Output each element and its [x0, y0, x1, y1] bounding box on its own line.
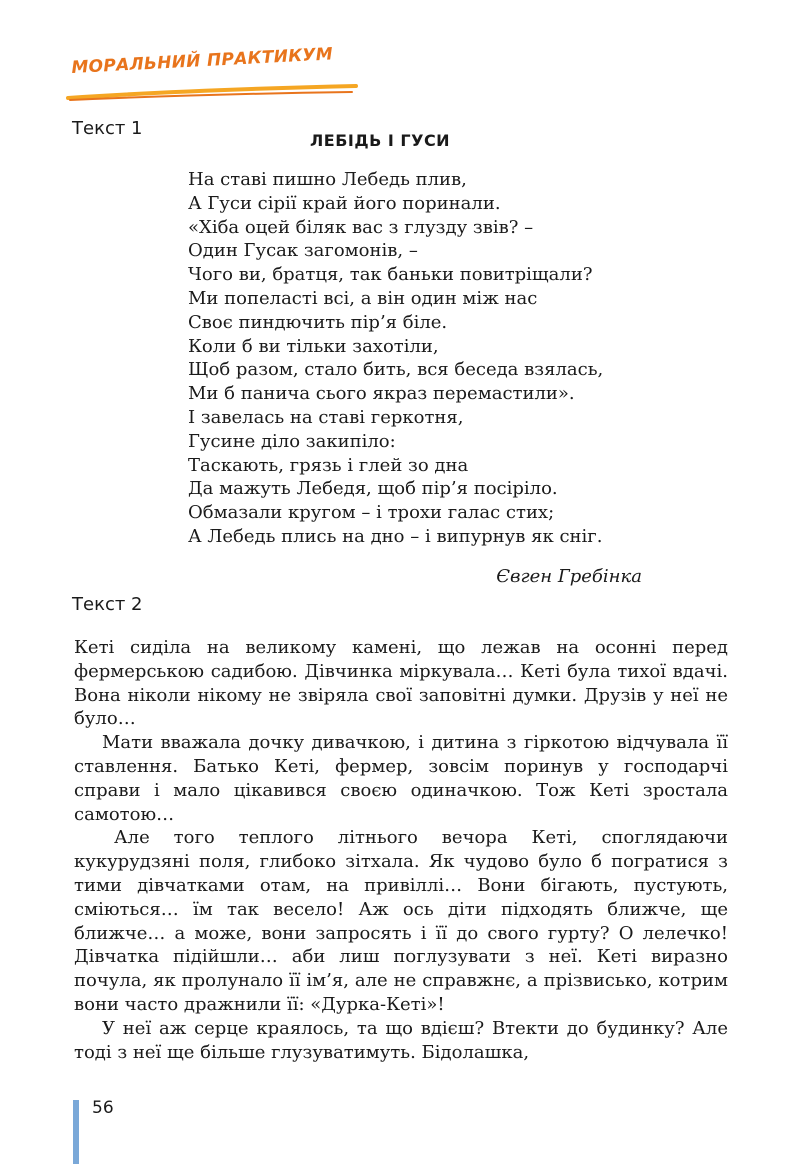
poem-line: На ставі пишно Лебедь плив,	[188, 169, 467, 190]
text2-heading: Текст 2	[72, 594, 143, 615]
poem-line: Своє пиндючить пір’я біле.	[188, 311, 448, 333]
poem-line: Коли б ви тільки захотіли,	[188, 335, 439, 357]
poem-author: Євген Гребінка	[496, 566, 642, 587]
poem-line: Чого ви, братця, так баньки повитріщали?	[188, 264, 593, 286]
text1-heading: Текст 1	[72, 118, 143, 139]
poem-line: Да мажуть Лебедя, щоб пір’я посіріло.	[188, 478, 558, 500]
poem-line: А Лебедь плись на дно – і випурнув як сніг.	[188, 525, 603, 547]
page-number: 56	[92, 1098, 114, 1118]
poem-line: А Гуси сірії край його поринали.	[188, 192, 501, 214]
poem-line: Щоб разом, стало бить, вся беседа взялась,	[188, 359, 604, 381]
poem-line: І завелась на ставі геркотня,	[188, 406, 464, 428]
page-margin-bar	[73, 1100, 79, 1164]
paragraph: Але того теплого літнього вечора Кеті, споглядаючи кукурудзяні поля, глибоко зітхала. Як чудово було б погратися з тими дівчатками отам, на привіллі… Вони бігають, пустують, сміються… їм так весело! Аж ось діти підходять ближче, ще ближче… а може, вони запросять і її до свого гурту? О лелечко! Дівчатка підійшли… аби лиш поглузувати з неї. Кеті виразно почула, як пролунало її ім’я, але не справжнє, а прізвисько, котрим вони часто дражнили її: «Дурка-Кеті»!	[74, 827, 728, 1015]
poem-line: Таскають, грязь і глей зо дна	[188, 454, 469, 476]
poem	[188, 168, 603, 549]
section-underline-decoration	[66, 84, 358, 102]
poem-line: Ми б панича сього якраз перемастили».	[188, 383, 575, 405]
poem-line: Ми попеласті всі, а він один між нас	[188, 287, 538, 309]
poem-line: «Хіба оцей біляк вас з глузду звів? –	[188, 216, 534, 238]
text2-body	[74, 636, 728, 1064]
poem-line: Один Гусак загомонів, –	[188, 240, 418, 262]
poem-line: Гусине діло закипіло:	[188, 430, 396, 452]
poem-title: ЛЕБІДЬ І ГУСИ	[310, 131, 451, 150]
paragraph: Кеті сиділа на великому камені, що лежав на осонні перед фермерською садибою. Дівчинка міркувала… Кеті була тихої вдачі. Вона ніколи нікому не звіряла свої заповітні думки. Друзів у неї не було…	[74, 637, 728, 730]
poem-line: Обмазали кругом – і трохи галас стих;	[188, 502, 555, 524]
paragraph: У неї аж серце краялось, та що вдієш? Втекти до будинку? Але тоді з неї ще більше глузуватимуть. Бідолашка,	[74, 1017, 728, 1063]
paragraph: Мати вважала дочку дивачкою, і дитина з гіркотою відчувала її ставлення. Батько Кеті, фермер, зовсім поринув у господарчі справи і мало цікавився своєю одиначкою. Тож Кеті зростала самотою…	[74, 732, 728, 825]
section-label: МОРАЛЬНИЙ ПРАКТИКУМ	[70, 44, 334, 78]
